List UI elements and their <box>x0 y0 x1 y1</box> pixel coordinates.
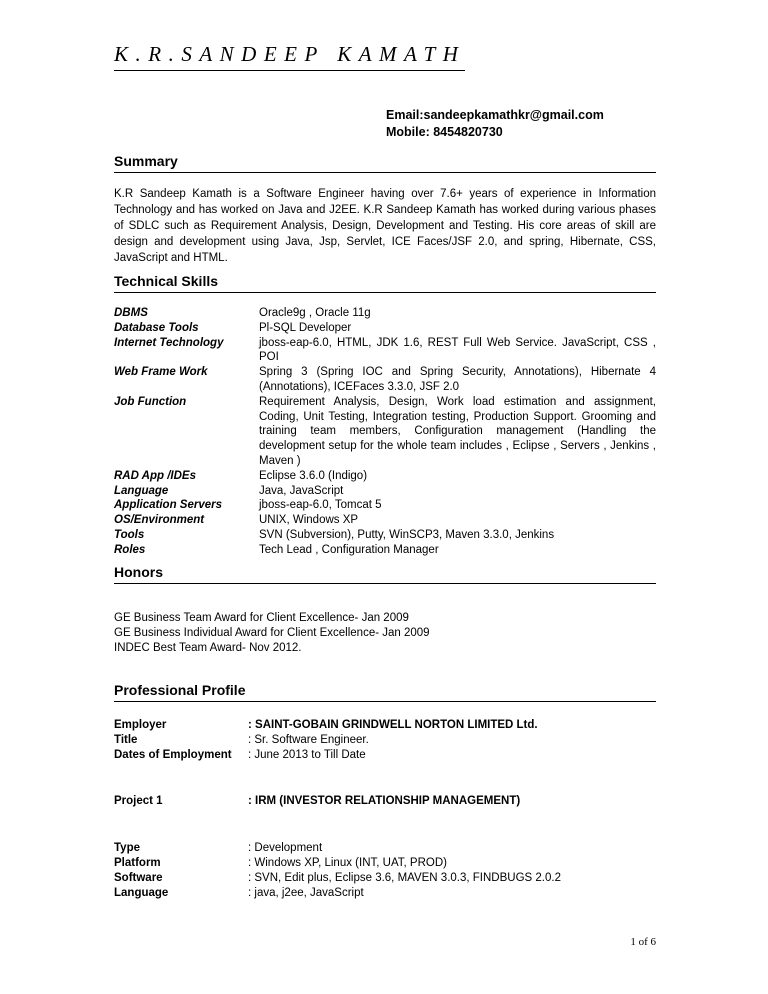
skill-row-internet-technology <box>114 336 656 366</box>
employer-row <box>114 718 538 733</box>
title-label: Title <box>114 734 138 746</box>
summary-heading: Summary <box>114 153 178 169</box>
project-specs <box>114 841 561 901</box>
platform-label: Platform <box>114 857 161 869</box>
dates-value: : June 2013 to Till Date <box>248 749 366 761</box>
skill-label: Language <box>114 484 169 497</box>
honor-item: GE Business Individual Award for Client Excellence- Jan 2009 <box>114 627 430 639</box>
honor-item: INDEC Best Team Award- Nov 2012. <box>114 642 302 654</box>
summary-section-header <box>114 153 656 173</box>
profile-section-header <box>114 682 656 702</box>
skill-value: Tech Lead , Configuration Manager <box>259 543 439 556</box>
software-label: Software <box>114 872 163 884</box>
project-label: Project 1 <box>114 795 163 807</box>
page-number: 1 of 6 <box>630 936 656 948</box>
skill-value: Eclipse 3.6.0 (Indigo) <box>259 469 368 482</box>
skill-row-roles <box>114 543 656 558</box>
contact-block <box>386 107 604 141</box>
skill-label: Database Tools <box>114 321 199 334</box>
skill-row-database-tools <box>114 321 656 336</box>
mobile-text: Mobile: 8454820730 <box>386 125 503 139</box>
platform-row <box>114 856 561 871</box>
software-row <box>114 871 561 886</box>
project-details <box>114 794 520 809</box>
honor-item: GE Business Team Award for Client Excellence- Jan 2009 <box>114 612 409 624</box>
profile-heading: Professional Profile <box>114 682 246 698</box>
software-value: : SVN, Edit plus, Eclipse 3.6, MAVEN 3.0.3, FINDBUGS 2.0.2 <box>248 872 561 884</box>
skills-section-header <box>114 273 656 293</box>
skill-value: UNIX, Windows XP <box>259 514 359 527</box>
skill-value: jboss-eap-6.0, Tomcat 5 <box>259 499 382 512</box>
skill-label: RAD App /IDEs <box>114 469 196 482</box>
skill-label: Internet Technology <box>114 336 224 349</box>
project-row <box>114 794 520 809</box>
skill-row-dbms <box>114 306 656 321</box>
skill-value: Spring 3 (Spring IOC and Spring Security, Annotations), Hibernate 4 (Annotations), ICEFaces 3.3.0, JSF 2.0 <box>259 366 656 393</box>
skill-label: Tools <box>114 528 145 541</box>
title-value: : Sr. Software Engineer. <box>248 734 369 746</box>
skill-row-web-frame-work <box>114 365 656 395</box>
language-row <box>114 886 561 901</box>
skill-row-rad-app-ides <box>114 469 656 484</box>
skill-label: DBMS <box>114 307 148 319</box>
skill-label: Application Servers <box>114 499 223 512</box>
type-label: Type <box>114 842 140 854</box>
skill-value: Requirement Analysis, Design, Work load estimation and assignment, Coding, Unit Testing, Integration testing, Production Support. Grooming and training team members, Configuration management (Handling the development setup for the whole team includes , Eclipse , Servers , Jenkins , Maven ) <box>259 395 656 467</box>
employer-value: : SAINT-GOBAIN GRINDWELL NORTON LIMITED Ltd. <box>248 719 538 731</box>
skill-row-tools <box>114 528 656 543</box>
skill-value: SVN (Subversion), Putty, WinSCP3, Maven 3.3.0, Jenkins <box>259 528 555 541</box>
honors-section-header <box>114 564 656 584</box>
language-value: : java, j2ee, JavaScript <box>248 887 364 899</box>
language-label: Language <box>114 887 169 899</box>
skill-value: Oracle9g , Oracle 11g <box>259 307 371 319</box>
skill-label: Job Function <box>114 395 187 408</box>
skill-row-language <box>114 484 656 499</box>
skills-table <box>114 306 656 558</box>
platform-value: : Windows XP, Linux (INT, UAT, PROD) <box>248 857 447 869</box>
dates-label: Dates of Employment <box>114 749 232 761</box>
skill-label: Web Frame Work <box>114 366 208 379</box>
summary-paragraph: K.R Sandeep Kamath is a Software Engineer having over 7.6+ years of experience in Information Technology and has worked on Java and J2EE. K.R Sandeep Kamath has worked during various phases of SDLC such as Requirement Analysis, Design, Development and Testing. His core areas of skill are design and development using Java, Jsp, Servlet, ICE Faces/JSF 2.0, and spring, Hibernate, CSS, JavaScript and HTML. <box>114 188 656 264</box>
title-row <box>114 733 538 748</box>
skill-value: Pl-SQL Developer <box>259 321 352 334</box>
employment-details <box>114 718 538 763</box>
employer-label: Employer <box>114 719 167 731</box>
type-value: : Development <box>248 842 323 854</box>
type-row <box>114 841 561 856</box>
skill-row-os-environment <box>114 513 656 528</box>
honors-heading: Honors <box>114 564 163 580</box>
project-value: : IRM (INVESTOR RELATIONSHIP MANAGEMENT) <box>248 795 521 807</box>
skill-row-job-function <box>114 395 656 469</box>
skill-value: Java, JavaScript <box>259 484 344 497</box>
skill-label: Roles <box>114 543 146 556</box>
skill-label: OS/Environment <box>114 514 205 527</box>
skill-value: jboss-eap-6.0, HTML, JDK 1.6, REST Full Web Service. JavaScript, CSS , POI <box>259 336 656 364</box>
dates-row <box>114 748 538 763</box>
honors-list <box>114 611 430 656</box>
skill-row-application-servers <box>114 498 656 513</box>
skills-heading: Technical Skills <box>114 273 219 289</box>
email-text: Email:sandeepkamathkr@gmail.com <box>386 108 604 122</box>
candidate-name: K.R.SANDEEP KAMATH <box>114 42 465 71</box>
